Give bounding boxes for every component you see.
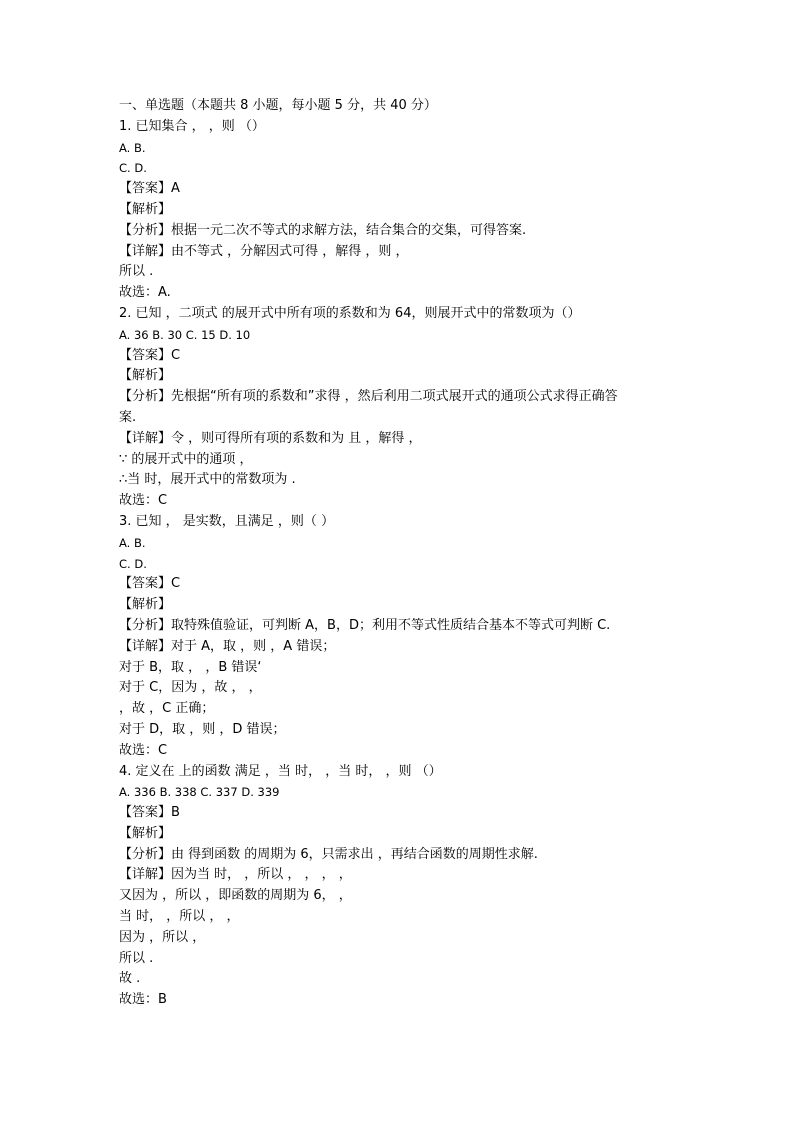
document-body bbox=[119, 96, 719, 1011]
question-2-options: A. 36 B. 30 C. 15 D. 10 bbox=[119, 327, 251, 342]
question-3-stem: 3. 已知 ， 是实数，且满足 ，则（ ） bbox=[119, 513, 335, 529]
question-4-detail-cont-1: 又因为 ，所以 ，即函数的周期为 6， ， bbox=[119, 888, 352, 904]
question-2-detail-cont-2: ∴当 时，展开式中的常数项为 . bbox=[119, 472, 296, 488]
question-4-answer: 【答案】B bbox=[119, 805, 180, 821]
question-3-detail-c-cont: ，故 ，C 正确； bbox=[119, 701, 215, 717]
question-4-analysis: 【分析】由 得到函数 的周期为 6，只需求出 ，再结合函数的周期性求解. bbox=[119, 846, 538, 862]
question-2-choice: 故选：C bbox=[119, 493, 168, 509]
question-3-options-cd: C. D. bbox=[119, 556, 147, 571]
question-4-options: A. 336 B. 338 C. 337 D. 339 bbox=[119, 785, 280, 800]
question-1-choice: 故选：A. bbox=[119, 285, 171, 301]
question-4-detail-cont-4: 所以 . bbox=[119, 950, 154, 966]
question-4-detail: 【详解】因为当 时， ，所以 ， ， ， ， bbox=[119, 867, 352, 883]
question-1-analysis-heading: 【解析】 bbox=[119, 201, 172, 217]
question-3-analysis: 【分析】取特殊值验证，可判断 A，B，D；利用不等式性质结合基本不等式可判断 C. bbox=[119, 617, 611, 633]
question-2-answer: 【答案】C bbox=[119, 347, 181, 363]
question-3-detail-d: 对于 D，取 ，则 ，D 错误； bbox=[119, 721, 286, 737]
question-4-choice: 故选：B bbox=[119, 992, 167, 1008]
question-3-choice: 故选：C bbox=[119, 742, 168, 758]
question-2-detail-cont-1: ∵ 的展开式中的通项 ， bbox=[119, 451, 253, 467]
question-3-analysis-heading: 【解析】 bbox=[119, 597, 172, 613]
question-4-analysis-heading: 【解析】 bbox=[119, 825, 172, 841]
question-3-answer: 【答案】C bbox=[119, 576, 181, 592]
question-1-detail-cont: 所以 . bbox=[119, 264, 154, 280]
question-4-detail-cont-2: 当 时， ，所以 ， ， bbox=[119, 909, 240, 925]
question-1-stem: 1. 已知集合 ， ，则 （） bbox=[119, 118, 265, 134]
question-2-analysis-cont: 案. bbox=[119, 409, 137, 425]
question-4-detail-cont-5: 故 . bbox=[119, 971, 141, 987]
question-1-options-ab: A. B. bbox=[119, 140, 146, 155]
question-2-analysis: 【分析】先根据“所有项的系数和”求得 ，然后利用二项式展开式的通项公式求得正确答 bbox=[119, 389, 618, 405]
section-heading: 一、单选题（本题共 8 小题，每小题 5 分，共 40 分） bbox=[119, 98, 437, 113]
question-1-options-cd: C. D. bbox=[119, 161, 147, 176]
question-2-analysis-heading: 【解析】 bbox=[119, 368, 172, 384]
question-3-detail-b: 对于 B，取 ， ，B 错误‘ bbox=[119, 659, 262, 675]
question-1-detail: 【详解】由不等式 ，分解因式可得 ，解得 ，则 ， bbox=[119, 243, 409, 259]
question-1-analysis: 【分析】根据一元二次不等式的求解方法，结合集合的交集，可得答案. bbox=[119, 222, 527, 238]
question-3-options-ab: A. B. bbox=[119, 535, 146, 550]
question-2-stem: 2. 已知 ，二项式 的展开式中所有项的系数和为 64，则展开式中的常数项为（） bbox=[119, 305, 581, 321]
question-1-answer: 【答案】A bbox=[119, 181, 180, 197]
question-2-detail: 【详解】令 ，则可得所有项的系数和为 且 ，解得 ， bbox=[119, 430, 422, 446]
question-3-detail-c: 对于 C，因为 ，故 ， ， bbox=[119, 680, 262, 696]
question-4-detail-cont-3: 因为 ，所以 ， bbox=[119, 929, 206, 945]
question-3-detail: 【详解】对于 A，取 ，则 ，A 错误； bbox=[119, 638, 336, 654]
question-4-stem: 4. 定义在 上的函数 满足 ，当 时， ，当 时， ，则 （） bbox=[119, 763, 442, 779]
